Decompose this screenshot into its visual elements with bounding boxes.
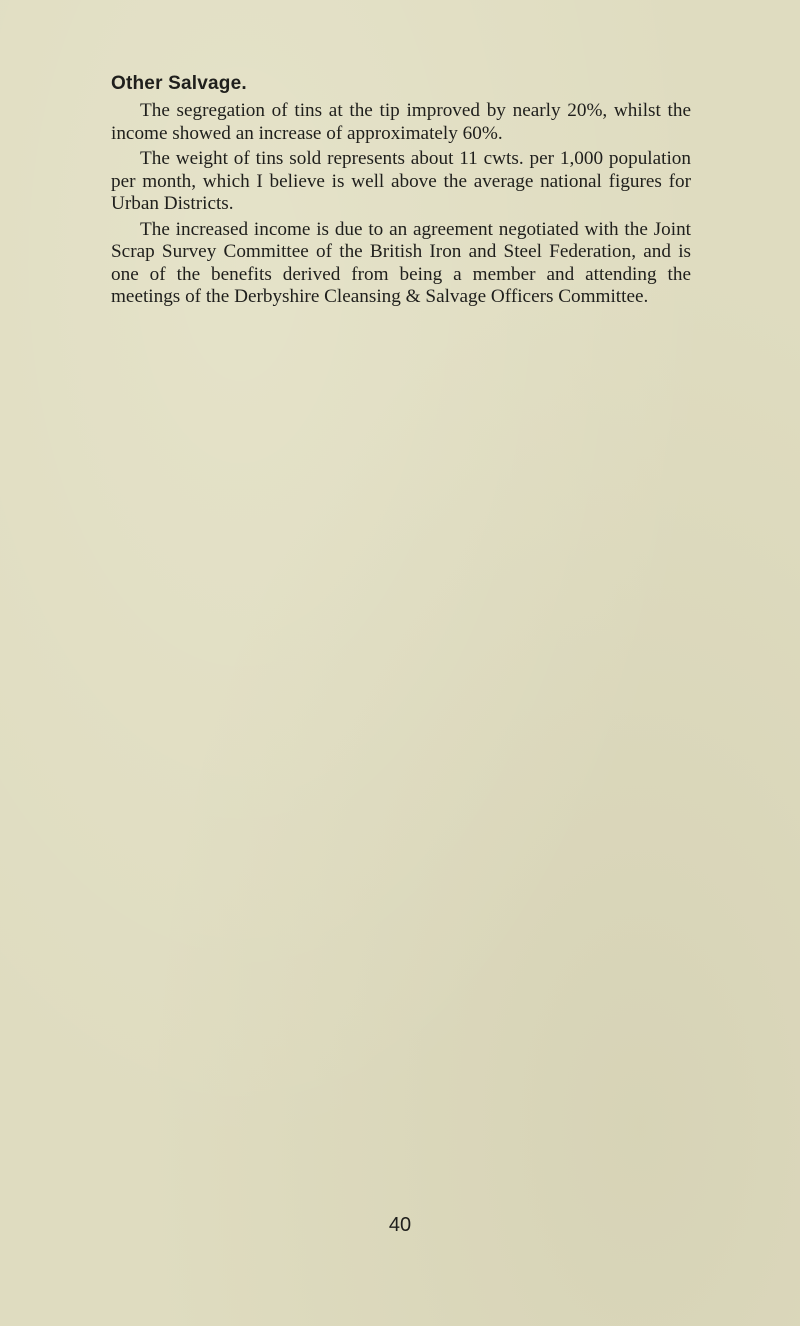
section-heading: Other Salvage. [111, 73, 247, 94]
paragraph-tins-segregation: The segregation of tins at the tip improved by nearly 20%, whilst the income showed an increase of approximately 60%. [111, 100, 691, 144]
document-body [111, 72, 691, 312]
page-number: 40 [388, 1214, 412, 1236]
paragraph-income-agreement: The increased income is due to an agreement negotiated with the Joint Scrap Survey Committee of the British Iron and Steel Federation, and is one of the benefits derived from being a member and attending the meetings of the Derbyshire Cleansing & Salvage Officers Committee. [111, 218, 691, 307]
paragraph-tins-weight: The weight of tins sold represents about 11 cwts. per 1,000 population per month, which I believe is well above the average national figures for Urban Districts. [111, 148, 691, 214]
